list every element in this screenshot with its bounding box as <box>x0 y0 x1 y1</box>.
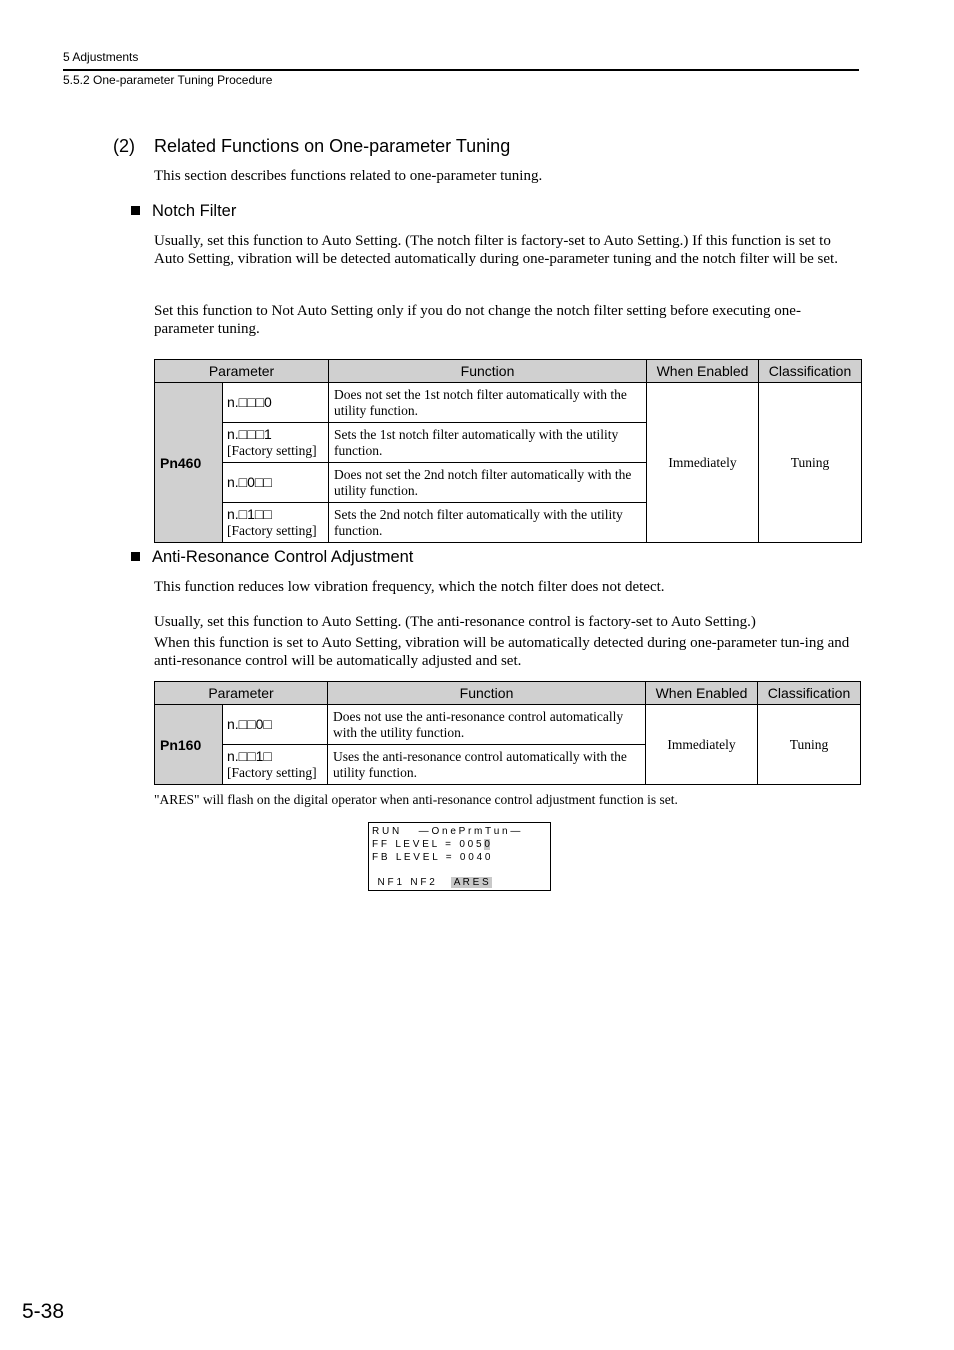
square-bullet-icon <box>131 552 140 561</box>
ares-indicator: A R E S <box>451 877 492 888</box>
notch-paragraph-2: Set this function to Not Auto Setting only if you do not change the notch filter setting before executing one-parameter tuning. <box>154 303 801 337</box>
page-number: 5-38 <box>22 1300 65 1323</box>
parameter-number: Pn160 <box>155 705 223 785</box>
parameter-number: Pn460 <box>155 383 223 543</box>
display-line-4: N F 1 N F 2 A R E S <box>372 877 492 888</box>
anti-resonance-heading <box>131 548 413 567</box>
ares-parameter-table <box>154 681 861 785</box>
table-header-when-enabled: When Enabled <box>646 682 758 705</box>
parameter-setting: n.□0□□ <box>223 463 329 503</box>
section-number: (2) <box>113 136 135 156</box>
function-description: Does not set the 1st notch filter automatically with the utility function. <box>329 383 647 423</box>
table-header-parameter: Parameter <box>155 360 329 383</box>
ares-paragraph-3: When this function is set to Auto Setting, vibration will be automatically detected during one-parameter tun-ing and anti-resonance control will be automatically adjusted and set. <box>154 635 850 669</box>
display-line-3: F B L E V E L = 0 0 4 0 <box>372 852 491 863</box>
table-header-function: Function <box>329 360 647 383</box>
function-description: Does not use the anti-resonance control automatically with the utility function. <box>328 705 646 745</box>
notch-heading-text: Notch Filter <box>152 202 237 220</box>
section-intro: This section describes functions related to one-parameter tuning. <box>154 168 543 184</box>
display-line-2: F F L E V E L = 0 0 5 0 <box>372 839 490 850</box>
table-header-when-enabled: When Enabled <box>647 360 759 383</box>
digital-operator-display <box>368 822 551 891</box>
function-description: Uses the anti-resonance control automatically with the utility function. <box>328 745 646 785</box>
section-title: Related Functions on One-parameter Tuning <box>154 136 511 156</box>
parameter-setting: n.□1□□ [Factory setting] <box>223 503 329 543</box>
classification-value: Tuning <box>759 383 862 543</box>
parameter-setting: n.□□1□ [Factory setting] <box>223 745 328 785</box>
header-chapter: 5 Adjustments <box>63 50 139 64</box>
header-section: 5.5.2 One-parameter Tuning Procedure <box>63 73 273 87</box>
when-enabled-value: Immediately <box>647 383 759 543</box>
table-row <box>155 705 861 745</box>
function-description: Sets the 1st notch filter automatically with the utility function. <box>329 423 647 463</box>
ares-heading-text: Anti-Resonance Control Adjustment <box>152 548 414 566</box>
display-line-1: R U N — O n e P r m T u n — <box>372 826 521 837</box>
parameter-setting: n.□□□1 [Factory setting] <box>223 423 329 463</box>
square-bullet-icon <box>131 206 140 215</box>
parameter-setting: n.□□0□ <box>223 705 328 745</box>
notch-parameter-table <box>154 359 862 543</box>
notch-paragraph-1: Usually, set this function to Auto Setting. (The notch filter is factory-set to Auto Setting.) If this function is set to Auto Setting, vibration will be detected automatically during one-parameter tuning and the notch filter will be set. <box>154 233 838 267</box>
table-header-classification: Classification <box>758 682 861 705</box>
when-enabled-value: Immediately <box>646 705 758 785</box>
notch-filter-heading <box>131 202 236 221</box>
parameter-setting: n.□□□0 <box>223 383 329 423</box>
ares-paragraph-2: Usually, set this function to Auto Setting. (The anti-resonance control is factory-set to Auto Setting.) <box>154 614 756 630</box>
classification-value: Tuning <box>758 705 861 785</box>
table-row <box>155 383 862 423</box>
table-header-function: Function <box>328 682 646 705</box>
section-heading <box>113 136 510 157</box>
function-description: Sets the 2nd notch filter automatically with the utility function. <box>329 503 647 543</box>
ares-paragraph-1: This function reduces low vibration frequency, which the notch filter does not detect. <box>154 579 665 595</box>
cursor-highlight: 0 <box>484 839 490 850</box>
ares-flash-note: "ARES" will flash on the digital operator when anti-resonance control adjustment function is set. <box>154 792 678 807</box>
table-header-classification: Classification <box>759 360 862 383</box>
table-header-parameter: Parameter <box>155 682 328 705</box>
header-rule <box>63 69 859 71</box>
function-description: Does not set the 2nd notch filter automatically with the utility function. <box>329 463 647 503</box>
